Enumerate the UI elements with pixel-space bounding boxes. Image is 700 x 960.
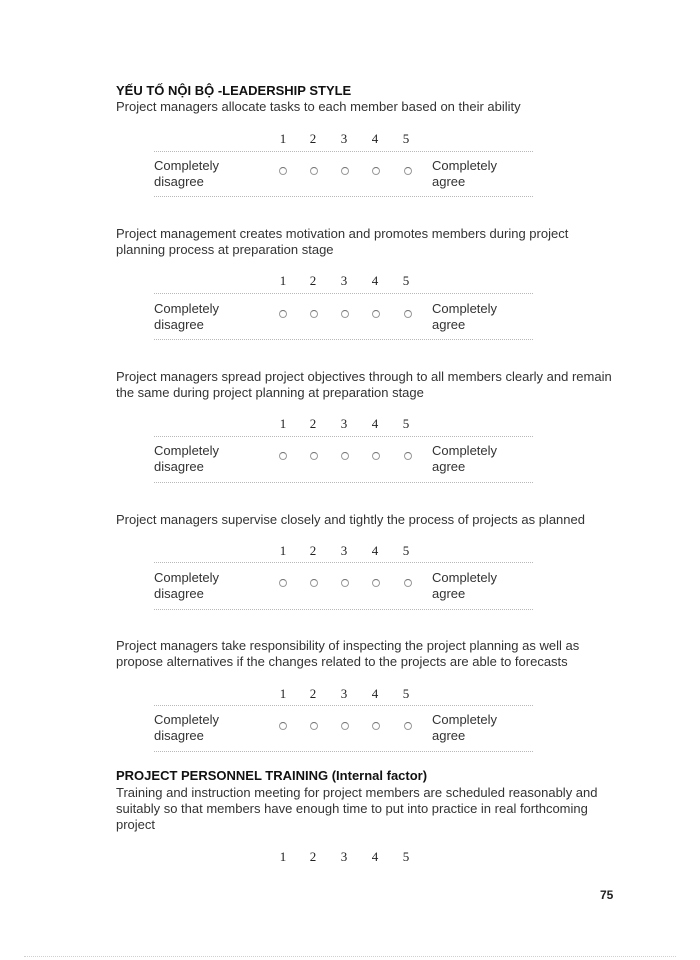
radio-option-5[interactable] [404, 579, 412, 587]
scale-number-1: 1 [279, 131, 287, 146]
page-bottom-rule [24, 956, 676, 957]
scale-number-3: 3 [340, 686, 348, 701]
radio-option-3[interactable] [341, 452, 349, 460]
label-completely-agree: Completely agree [432, 301, 498, 332]
radio-option-3[interactable] [341, 722, 349, 730]
label-completely-disagree: Completely disagree [154, 712, 220, 743]
scale-number-4: 4 [371, 131, 379, 146]
label-completely-agree: Completely agree [432, 158, 498, 189]
scale-number-5: 5 [402, 416, 410, 431]
scale-number-4: 4 [371, 849, 379, 864]
radio-option-2[interactable] [310, 167, 318, 175]
radio-option-3[interactable] [341, 167, 349, 175]
scale-number-5: 5 [402, 849, 410, 864]
scale-number-1: 1 [279, 543, 287, 558]
scale-number-5: 5 [402, 131, 410, 146]
row-divider [154, 339, 533, 340]
row-divider [154, 609, 533, 610]
question-text: Project management creates motivation and promotes members during project planning process at preparation stage [116, 226, 569, 257]
row-divider [154, 293, 533, 294]
label-completely-agree: Completely agree [432, 443, 498, 474]
radio-option-2[interactable] [310, 452, 318, 460]
scale-number-4: 4 [371, 543, 379, 558]
scale-numbers [154, 131, 533, 147]
radio-option-1[interactable] [279, 452, 287, 460]
scale-number-5: 5 [402, 686, 410, 701]
label-completely-disagree: Completely disagree [154, 570, 220, 601]
scale-number-2: 2 [309, 416, 317, 431]
scale-numbers [154, 273, 533, 289]
radio-option-1[interactable] [279, 579, 287, 587]
likert-scale [154, 686, 533, 756]
scale-numbers [154, 849, 533, 865]
radio-option-3[interactable] [341, 310, 349, 318]
radio-option-1[interactable] [279, 310, 287, 318]
label-completely-disagree: Completely disagree [154, 443, 220, 474]
radio-option-3[interactable] [341, 579, 349, 587]
scale-number-4: 4 [371, 416, 379, 431]
scale-number-2: 2 [309, 543, 317, 558]
scale-numbers [154, 416, 533, 432]
scale-number-5: 5 [402, 273, 410, 288]
radio-option-4[interactable] [372, 579, 380, 587]
section-title: YẾU TỐ NỘI BỘ -LEADERSHIP STYLE [116, 83, 352, 98]
row-divider [154, 562, 533, 563]
scale-number-1: 1 [279, 686, 287, 701]
label-completely-agree: Completely agree [432, 570, 498, 601]
scale-number-2: 2 [309, 686, 317, 701]
row-divider [154, 751, 533, 752]
question-text: Project managers allocate tasks to each member based on their ability [116, 99, 521, 114]
label-completely-disagree: Completely disagree [154, 158, 220, 189]
scale-number-5: 5 [402, 543, 410, 558]
scale-number-2: 2 [309, 131, 317, 146]
radio-option-2[interactable] [310, 579, 318, 587]
scale-number-1: 1 [279, 416, 287, 431]
radio-option-4[interactable] [372, 722, 380, 730]
label-completely-agree: Completely agree [432, 712, 498, 743]
scale-number-3: 3 [340, 273, 348, 288]
question-text: Project managers take responsibility of inspecting the project planning as well as propose alternatives if the changes related to the projects are able to forecasts [116, 638, 580, 669]
radio-option-5[interactable] [404, 310, 412, 318]
row-divider [154, 482, 533, 483]
row-divider [154, 151, 533, 152]
scale-number-2: 2 [309, 849, 317, 864]
likert-scale [154, 416, 533, 486]
radio-option-1[interactable] [279, 722, 287, 730]
radio-option-4[interactable] [372, 310, 380, 318]
radio-option-5[interactable] [404, 452, 412, 460]
radio-option-1[interactable] [279, 167, 287, 175]
question-text: Project managers spread project objectives through to all members clearly and remain the same during project planning at preparation stage [116, 369, 612, 400]
likert-scale [154, 273, 533, 343]
scale-number-1: 1 [279, 849, 287, 864]
likert-scale [154, 131, 533, 201]
scale-number-4: 4 [371, 273, 379, 288]
question-text: Training and instruction meeting for project members are scheduled reasonably and suitably so that members have enough time to put into practice in real forthcoming project [116, 785, 598, 832]
radio-option-2[interactable] [310, 310, 318, 318]
likert-scale [154, 849, 533, 869]
row-divider [154, 705, 533, 706]
radio-option-5[interactable] [404, 167, 412, 175]
row-divider [154, 436, 533, 437]
section-title: PROJECT PERSONNEL TRAINING (Internal factor) [116, 768, 428, 783]
scale-number-3: 3 [340, 416, 348, 431]
scale-number-4: 4 [371, 686, 379, 701]
scale-number-3: 3 [340, 543, 348, 558]
scale-number-3: 3 [340, 849, 348, 864]
likert-scale [154, 543, 533, 613]
question-text: Project managers supervise closely and tightly the process of projects as planned [116, 512, 585, 527]
radio-option-2[interactable] [310, 722, 318, 730]
scale-number-2: 2 [309, 273, 317, 288]
page-number: 75 [600, 888, 614, 902]
scale-number-1: 1 [279, 273, 287, 288]
scale-number-3: 3 [340, 131, 348, 146]
radio-option-5[interactable] [404, 722, 412, 730]
radio-option-4[interactable] [372, 167, 380, 175]
label-completely-disagree: Completely disagree [154, 301, 220, 332]
scale-numbers [154, 543, 533, 559]
scale-numbers [154, 686, 533, 702]
row-divider [154, 196, 533, 197]
radio-option-4[interactable] [372, 452, 380, 460]
